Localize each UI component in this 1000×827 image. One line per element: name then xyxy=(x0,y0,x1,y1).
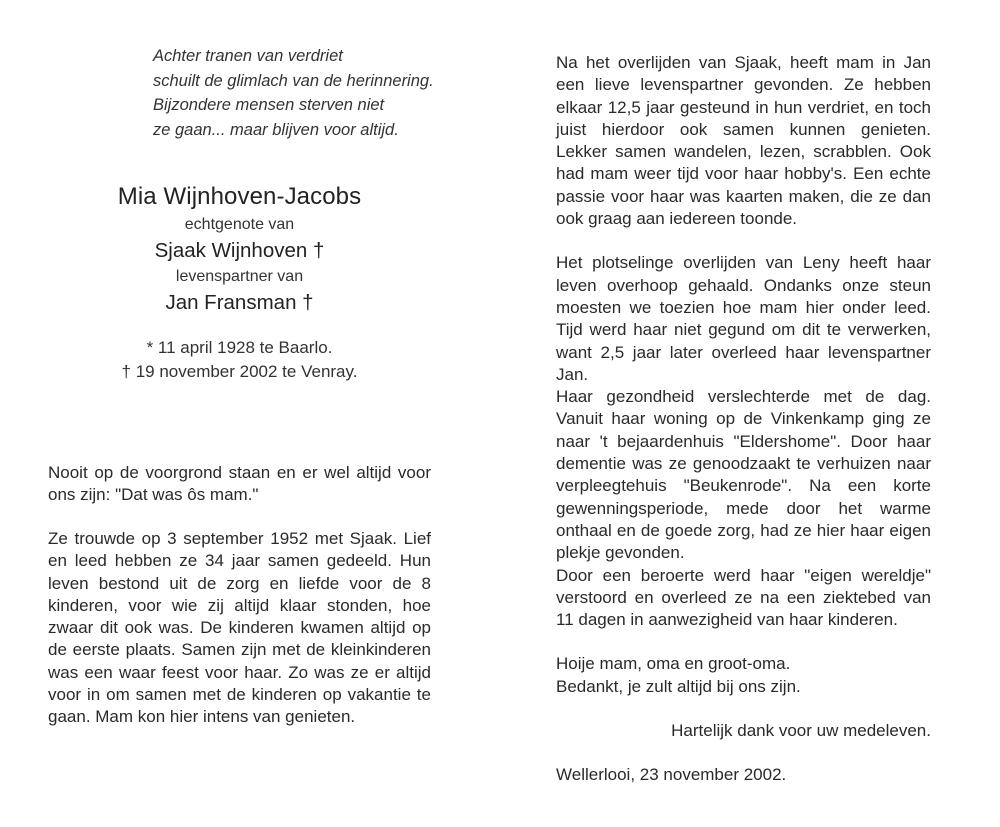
life-dates xyxy=(48,336,431,384)
deceased-name: Mia Wijnhoven-Jacobs xyxy=(117,183,362,210)
partner-name: Jan Fransman † xyxy=(165,291,314,314)
poem xyxy=(153,44,453,142)
marriage-paragraph: Ze trouwde op 3 september 1952 met Sjaak. Lief en leed hebben ze 34 jaar samen gedeeld. Hun leven bestond uit de zorg en liefde voor de 8 kinderen, voor wie zij altijd klaar stonden, hoe zwaar dit ook was. De kinderen kwamen altijd op de eerste plaats. Samen zijn met de kleinkinderen was een waar feest voor haar. Zo was ze er altijd voor in om samen met de kinderen op vakantie te gaan. Mam kon hier intens van genieten. xyxy=(48,529,431,727)
farewell-paragraph xyxy=(556,653,931,698)
poem-line: schuilt de glimlach van de herinnering. xyxy=(153,71,434,90)
spouse-name: Sjaak Wijnhoven † xyxy=(154,239,325,262)
poem-line: ze gaan... maar blijven voor altijd. xyxy=(153,120,399,139)
intro-paragraph: Nooit op de voorgrond staan en er wel altijd voor ons zijn: "Dat was ôs mam." xyxy=(48,463,431,505)
thanks-line: Hartelijk dank voor uw medeleven. xyxy=(671,721,931,741)
poem-line: Achter tranen van verdriet xyxy=(153,47,343,65)
later-life-text: Door een beroerte werd haar "eigen wereldje" verstoord en overleed ze na een ziektebed van 11 dagen in aanwezigheid van haar kinderen. xyxy=(556,565,931,630)
name-block xyxy=(48,180,431,384)
right-column xyxy=(556,52,931,787)
farewell-line: Hoije mam, oma en groot-oma. xyxy=(556,654,791,674)
poem-line: Bijzondere mensen sterven niet xyxy=(153,96,385,114)
death-date: † 19 november 2002 te Venray. xyxy=(121,362,358,381)
place-date: Wellerlooi, 23 november 2002. xyxy=(556,765,787,785)
partner-paragraph: Na het overlijden van Sjaak, heeft mam in Jan een lieve levenspartner gevonden. Ze hebben elkaar 12,5 jaar gesteund in hun verdriet, en toch juist hierdoor ook samen kunnen genieten. Lekker samen wandelen, lezen, scrabblen. Ook had mam weer tijd voor haar hobby's. Een echte passie voor haar was kaarten maken, die ze dan ook graag aan iedereen toonde. xyxy=(556,53,931,229)
later-life-text: Haar gezondheid verslechterde met de dag. Vanuit haar woning op de Vinkenkamp ging ze naar 't bejaardenhuis "Eldershome". Door haar dementie was ze genoodzaakt te verhuizen naar verpleegtehuis "Beukenrode". Na een korte gewenningsperiode, mede door het warme onthaal en de goede zorg, had ze hier haar eigen plekje gevonden. xyxy=(556,387,931,563)
farewell-line: Bedankt, je zult altijd bij ons zijn. xyxy=(556,676,801,696)
later-life-paragraph xyxy=(556,252,931,631)
later-life-text: Het plotselinge overlijden van Leny heeft haar leven overhoop gehaald. Ondanks onze steun moesten we toezien hoe mam hier onder leed. Tijd werd haar niet gegund om dit te verwerken, want 2,5 jaar later overleed haar levenspartner Jan. xyxy=(556,253,931,384)
relation-spouse-label: echtgenote van xyxy=(184,216,295,233)
relation-partner-label: levenspartner van xyxy=(175,268,304,285)
birth-date: * 11 april 1928 te Baarlo. xyxy=(146,338,333,357)
